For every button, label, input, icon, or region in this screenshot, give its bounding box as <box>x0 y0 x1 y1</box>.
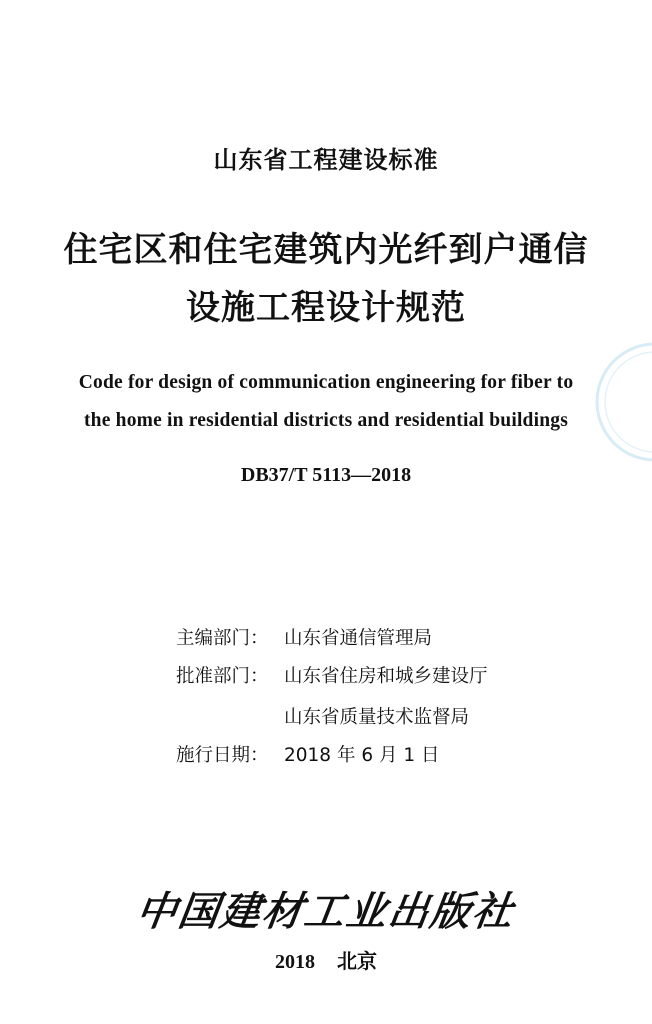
approver-row <box>176 662 488 688</box>
stamp-watermark <box>560 340 652 470</box>
standard-series: 山东省工程建设标准 <box>213 146 439 174</box>
stamp-ring-outer <box>597 344 652 460</box>
publisher-name: 中国建材工业出版社 <box>133 888 518 935</box>
date-label: 施行日期： <box>176 745 269 766</box>
editor-row <box>176 624 432 650</box>
approver-value-2: 山东省质量技术监督局 <box>284 707 470 728</box>
title-cn-line-2: 设施工程设计规范 <box>186 288 466 328</box>
editor-label: 主编部门： <box>176 628 269 649</box>
standard-code: DB37/T 5113—2018 <box>240 464 412 486</box>
footer-city: 北京 <box>337 951 377 973</box>
title-en-line-1: Code for design of communication engineering for fiber to <box>78 372 574 393</box>
approver-value-1: 山东省住房和城乡建设厅 <box>284 666 488 687</box>
stamp-ring-inner <box>605 352 652 452</box>
approver-label: 批准部门： <box>176 666 269 687</box>
editor-value: 山东省通信管理局 <box>284 628 433 649</box>
footer <box>0 945 652 974</box>
footer-year: 2018 <box>275 951 315 973</box>
date-row <box>176 741 440 767</box>
title-cn-line-1: 住宅区和住宅建筑内光纤到户通信 <box>63 230 589 270</box>
title-en-line-2: the home in residential districts and residential buildings <box>83 410 569 431</box>
date-value: 2018 年 6 月 1 日 <box>284 745 440 766</box>
